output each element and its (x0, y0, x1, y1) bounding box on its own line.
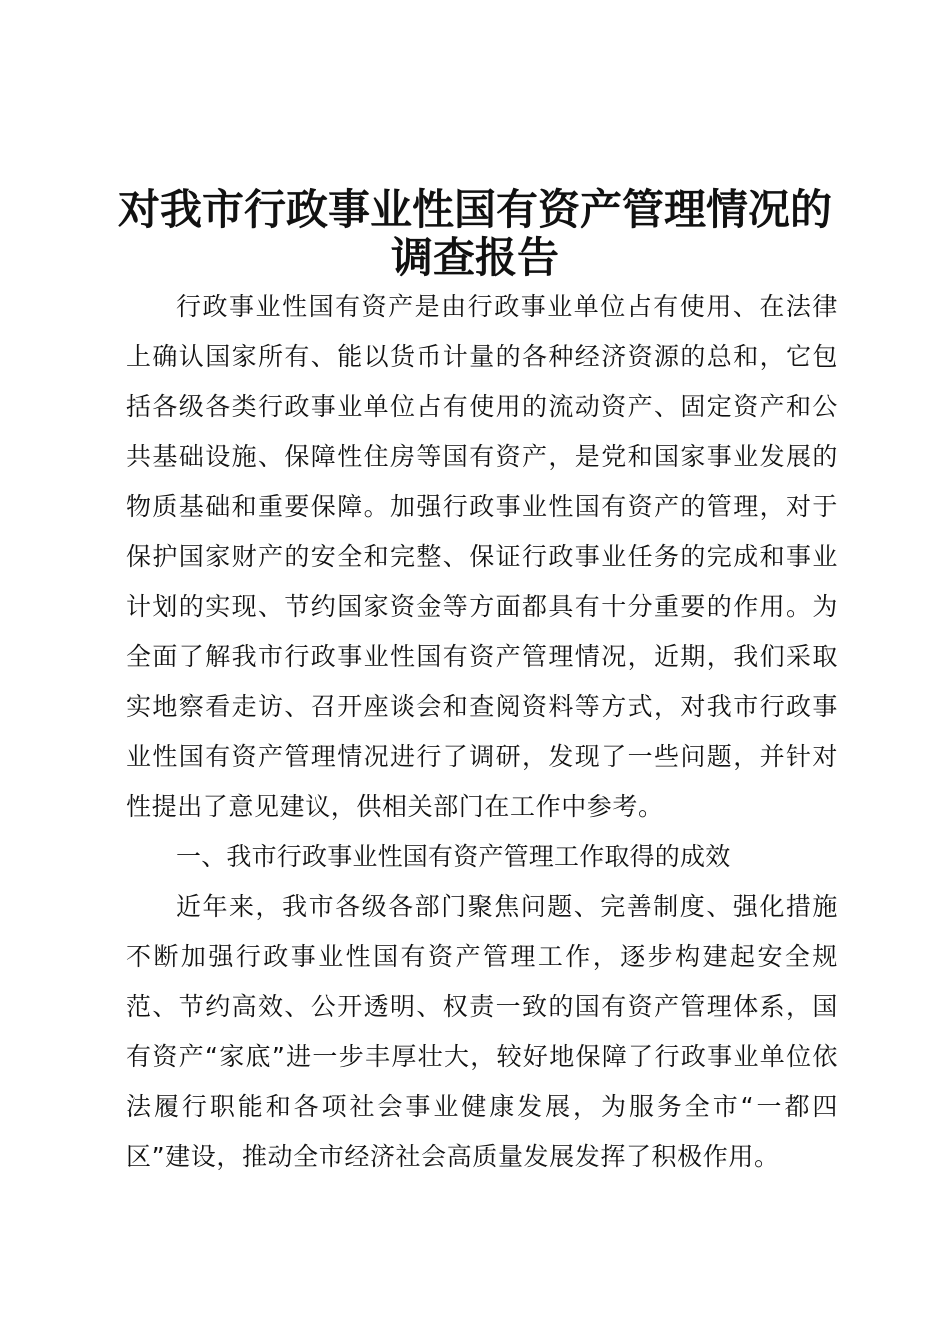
section-heading: 一、我市行政事业性国有资产管理工作取得的成效 (176, 842, 731, 871)
intro-paragraph: 行政事业性国有资产是由行政事业单位占有使用、在法律上确认国家所有、能以货币计量的各种经济资源的总和，它包括各级各类行政事业单位占有使用的流动资产、固定资产和公共基础设施、保障性住房等国有资产，是党和国家事业发展的物质基础和重要保障。加强行政事业性国有资产的管理，对于保护国家财产的安全和完整、保证行政事业任务的完成和事业计划的实现、节约国家资金等方面都具有十分重要的作用。为全面了解我市行政事业性国有资产管理情况，近期，我们采取实地察看走访、召开座谈会和查阅资料等方式，对我市行政事业性国有资产管理情况进行了调研，发现了一些问题，并针对性提出了意见建议，供相关部门在工作中参考。 (126, 292, 838, 821)
document-title-line-2: 调查报告 (390, 233, 559, 282)
section-paragraph: 近年来，我市各级各部门聚焦问题、完善制度、强化措施不断加强行政事业性国有资产管理工作，逐步构建起安全规范、节约高效、公开透明、权责一致的国有资产管理体系，国有资产“家底”进一步丰厚壮大，较好地保障了行政事业单位依法履行职能和各项社会事业健康发展，为服务全市“一都四区”建设，推动全市经济社会高质量发展发挥了积极作用。 (126, 892, 838, 1171)
document-body (126, 282, 838, 1182)
document-title-line-1: 对我市行政事业性国有资产管理情况的 (117, 185, 832, 234)
